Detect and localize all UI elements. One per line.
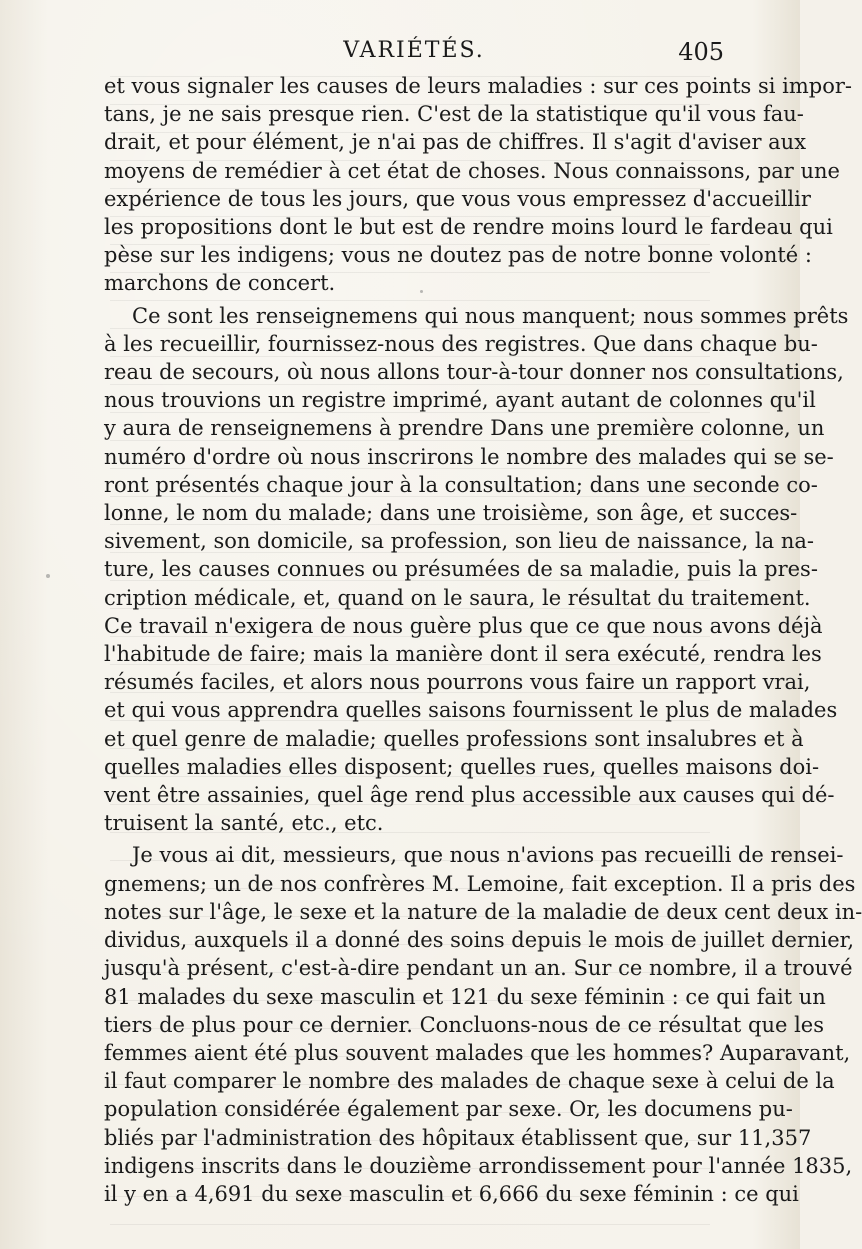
- text-line: ront présentés chaque jour à la consultation; dans une seconde co-: [104, 472, 818, 497]
- paragraph: [104, 72, 852, 298]
- text-line: expérience de tous les jours, que vous vous empressez d'accueillir: [104, 186, 811, 211]
- text-line: lonne, le nom du malade; dans une troisième, son âge, et succes-: [104, 501, 798, 526]
- text-line: femmes aient été plus souvent malades que les hommes? Auparavant,: [104, 1040, 851, 1065]
- text-line: vent être assainies, quel âge rend plus accessible aux causes qui dé-: [104, 783, 835, 808]
- text-line: numéro d'ordre où nous inscrirons le nombre des malades qui se se-: [104, 444, 834, 469]
- text-line: résumés faciles, et alors nous pourrons vous faire un rapport vrai,: [104, 670, 811, 695]
- text-line: nous trouvions un registre imprimé, ayant autant de colonnes qu'il: [104, 388, 816, 413]
- text-line: ture, les causes connues ou présumées de sa maladie, puis la pres-: [104, 557, 818, 582]
- text-line: pèse sur les indigens; vous ne doutez pas de notre bonne volonté :: [104, 243, 812, 268]
- text-line: tiers de plus pour ce dernier. Concluons-nous de ce résultat que les: [104, 1012, 824, 1037]
- text-line: truisent la santé, etc., etc.: [104, 811, 384, 836]
- text-line: moyens de remédier à cet état de choses. Nous connaissons, par une: [104, 158, 840, 183]
- text-line: 81 malades du sexe masculin et 121 du sexe féminin : ce qui fait un: [104, 984, 826, 1009]
- text-line: reau de secours, où nous allons tour-à-tour donner nos consultations,: [104, 360, 844, 385]
- text-line: Ce sont les renseignemens qui nous manquent; nous sommes prêts: [132, 303, 849, 328]
- text-line: notes sur l'âge, le sexe et la nature de la maladie de deux cent deux in-: [104, 899, 862, 924]
- text-line: population considérée également par sexe. Or, les documens pu-: [104, 1097, 793, 1122]
- text-line: à les recueillir, fournissez-nous des registres. Que dans chaque bu-: [104, 331, 818, 356]
- text-line: indigens inscrits dans le douzième arrondissement pour l'année 1835,: [104, 1153, 853, 1178]
- paragraph: [104, 302, 849, 838]
- text-line: drait, et pour élément, je n'ai pas de chiffres. Il s'agit d'aviser aux: [104, 130, 807, 155]
- body-text: [104, 72, 862, 1208]
- text-line: et quel genre de maladie; quelles professions sont insalubres et à: [104, 726, 804, 751]
- text-line: il faut comparer le nombre des malades de chaque sexe à celui de la: [104, 1069, 835, 1094]
- text-line: y aura de renseignemens à prendre Dans une première colonne, un: [104, 416, 825, 441]
- text-line: Je vous ai dit, messieurs, que nous n'avions pas recueilli de rensei-: [132, 843, 844, 868]
- text-line: bliés par l'administration des hôpitaux établissent que, sur 11,357: [104, 1125, 812, 1150]
- text-line: dividus, auxquels il a donné des soins depuis le mois de juillet dernier,: [104, 928, 855, 953]
- text-line: jusqu'à présent, c'est-à-dire pendant un an. Sur ce nombre, il a trouvé: [104, 956, 853, 981]
- paper-speck: [46, 574, 50, 578]
- text-line: tans, je ne sais presque rien. C'est de la statistique qu'il vous fau-: [104, 102, 804, 127]
- text-line: il y en a 4,691 du sexe masculin et 6,666 du sexe féminin : ce qui: [104, 1181, 799, 1206]
- text-line: sivement, son domicile, sa profession, son lieu de naissance, la na-: [104, 529, 815, 554]
- text-line: et vous signaler les causes de leurs maladies : sur ces points si impor-: [104, 74, 852, 98]
- text-line: marchons de concert.: [104, 271, 336, 296]
- text-line: les propositions dont le but est de rendre moins lourd le fardeau qui: [104, 215, 833, 240]
- text-line: et qui vous apprendra quelles saisons fournissent le plus de malades: [104, 698, 838, 723]
- paragraph: [104, 841, 862, 1208]
- running-head: VARIÉTÉS.: [343, 38, 485, 63]
- text-line: quelles maladies elles disposent; quelles rues, quelles maisons doi-: [104, 754, 820, 779]
- text-line: cription médicale, et, quand on le saura, le résultat du traitement.: [104, 585, 811, 610]
- text-line: Ce travail n'exigera de nous guère plus que ce que nous avons déjà: [104, 613, 823, 638]
- text-line: gnemens; un de nos confrères M. Lemoine, fait exception. Il a pris des: [104, 871, 856, 896]
- text-line: l'habitude de faire; mais la manière dont il sera exécuté, rendra les: [104, 642, 822, 667]
- page-number: 405: [678, 38, 724, 66]
